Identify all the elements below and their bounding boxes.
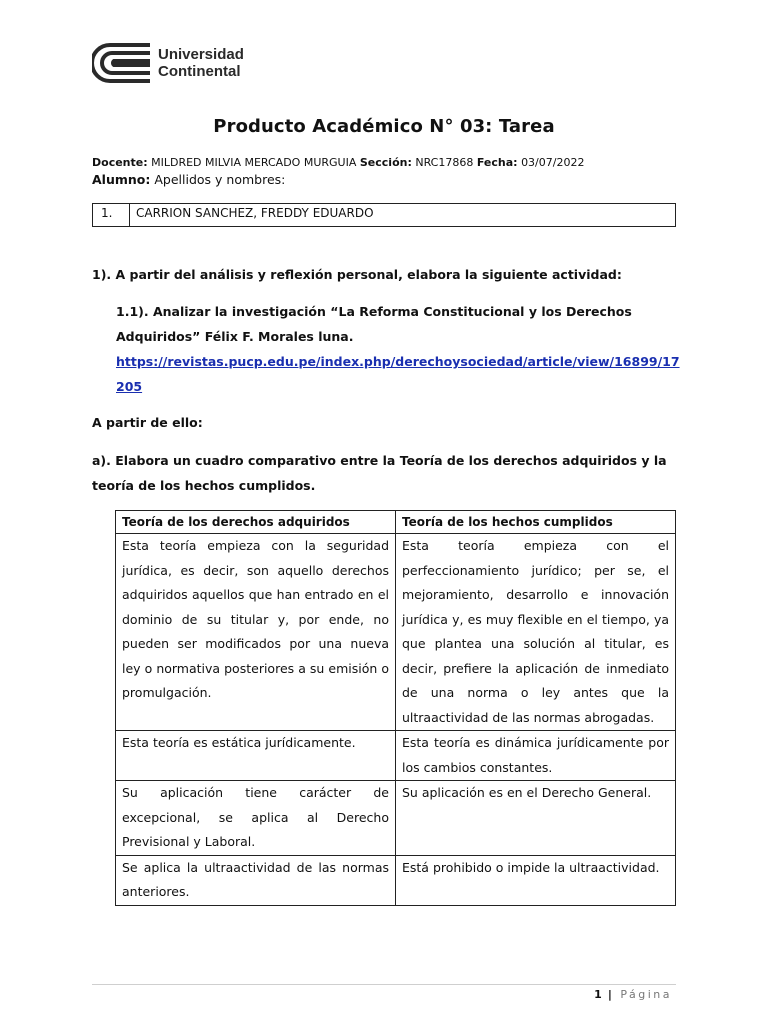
alumno-text: Apellidos y nombres:: [154, 172, 286, 187]
fecha-value: 03/07/2022: [521, 156, 585, 169]
student-table: [92, 203, 676, 227]
table-cell: Esta teoría es dinámica jurídicamente por los cambios constantes.: [396, 731, 676, 781]
seccion-label: Sección:: [359, 156, 412, 169]
student-name: CARRION SANCHEZ, FREDDY EDUARDO: [130, 204, 676, 227]
student-number: 1.: [93, 204, 130, 227]
table-cell: Está prohibido o impide la ultraactividad.: [396, 855, 676, 905]
logo-line-1: Universidad: [158, 46, 244, 63]
table-row: [116, 731, 676, 781]
table-cell: Esta teoría empieza con la seguridad jurídica, es decir, son aquello derechos adquiridos aquellos que han entrado en el dominio de su titular y, por ende, no pueden ser modificados por una nueva ley o normativa posteriores a su emisión o promulgación.: [116, 534, 396, 731]
continental-logo-icon: [92, 42, 150, 84]
table-row: [93, 204, 676, 227]
docente-value: MILDRED MILVIA MERCADO MURGUIA: [151, 156, 357, 169]
table-cell: Su aplicación es en el Derecho General.: [396, 781, 676, 856]
university-logo: [92, 42, 244, 84]
student-line: [92, 172, 285, 187]
logo-line-2: Continental: [158, 63, 241, 80]
page-label: Página: [620, 988, 672, 1001]
table-row: [116, 534, 676, 731]
footer-separator: |: [607, 988, 615, 1001]
comparison-table: [115, 510, 676, 906]
alumno-label: Alumno:: [92, 172, 151, 187]
teacher-line: [92, 156, 584, 169]
logo-text: [158, 46, 244, 80]
page-footer: [594, 988, 672, 1001]
fecha-label: Fecha:: [476, 156, 518, 169]
table-row: [116, 855, 676, 905]
table-header-row: [116, 511, 676, 534]
table-cell: Su aplicación tiene carácter de excepcional, se aplica al Derecho Previsional y Laboral.: [116, 781, 396, 856]
table-cell: Esta teoría es estática jurídicamente.: [116, 731, 396, 781]
seccion-value: NRC17868: [415, 156, 474, 169]
column-header: Teoría de los hechos cumplidos: [396, 511, 676, 534]
section-1-1-text: 1.1). Analizar la investigación “La Reforma Constitucional y los Derechos Adquiridos” Félix F. Morales luna.: [116, 304, 632, 344]
section-a-heading: a). Elabora un cuadro comparativo entre la Teoría de los derechos adquiridos y la teoría de los hechos cumplidos.: [92, 453, 667, 493]
document-title: Producto Académico N° 03: Tarea: [213, 116, 555, 137]
page-number: 1: [594, 988, 602, 1001]
article-link[interactable]: https://revistas.pucp.edu.pe/index.php/derechoysociedad/article/view/16899/17205: [116, 354, 680, 394]
a-partir-label: A partir de ello:: [92, 415, 203, 430]
section-1-heading: 1). A partir del análisis y reflexión personal, elabora la siguiente actividad:: [92, 267, 622, 282]
column-header: Teoría de los derechos adquiridos: [116, 511, 396, 534]
table-row: [116, 781, 676, 856]
section-1-1: [116, 299, 682, 399]
table-cell: Esta teoría empieza con el perfeccionamiento jurídico; per se, el mejoramiento, desarrollo e innovación jurídica y, es muy flexible en el tiempo, ya que plantea una solución al titular, es decir, prefiere la aplicación de inmediato de una norma o ley antes que la ultraactividad de las normas abrogadas.: [396, 534, 676, 731]
footer-divider: [92, 984, 676, 985]
table-cell: Se aplica la ultraactividad de las normas anteriores.: [116, 855, 396, 905]
docente-label: Docente:: [92, 156, 148, 169]
